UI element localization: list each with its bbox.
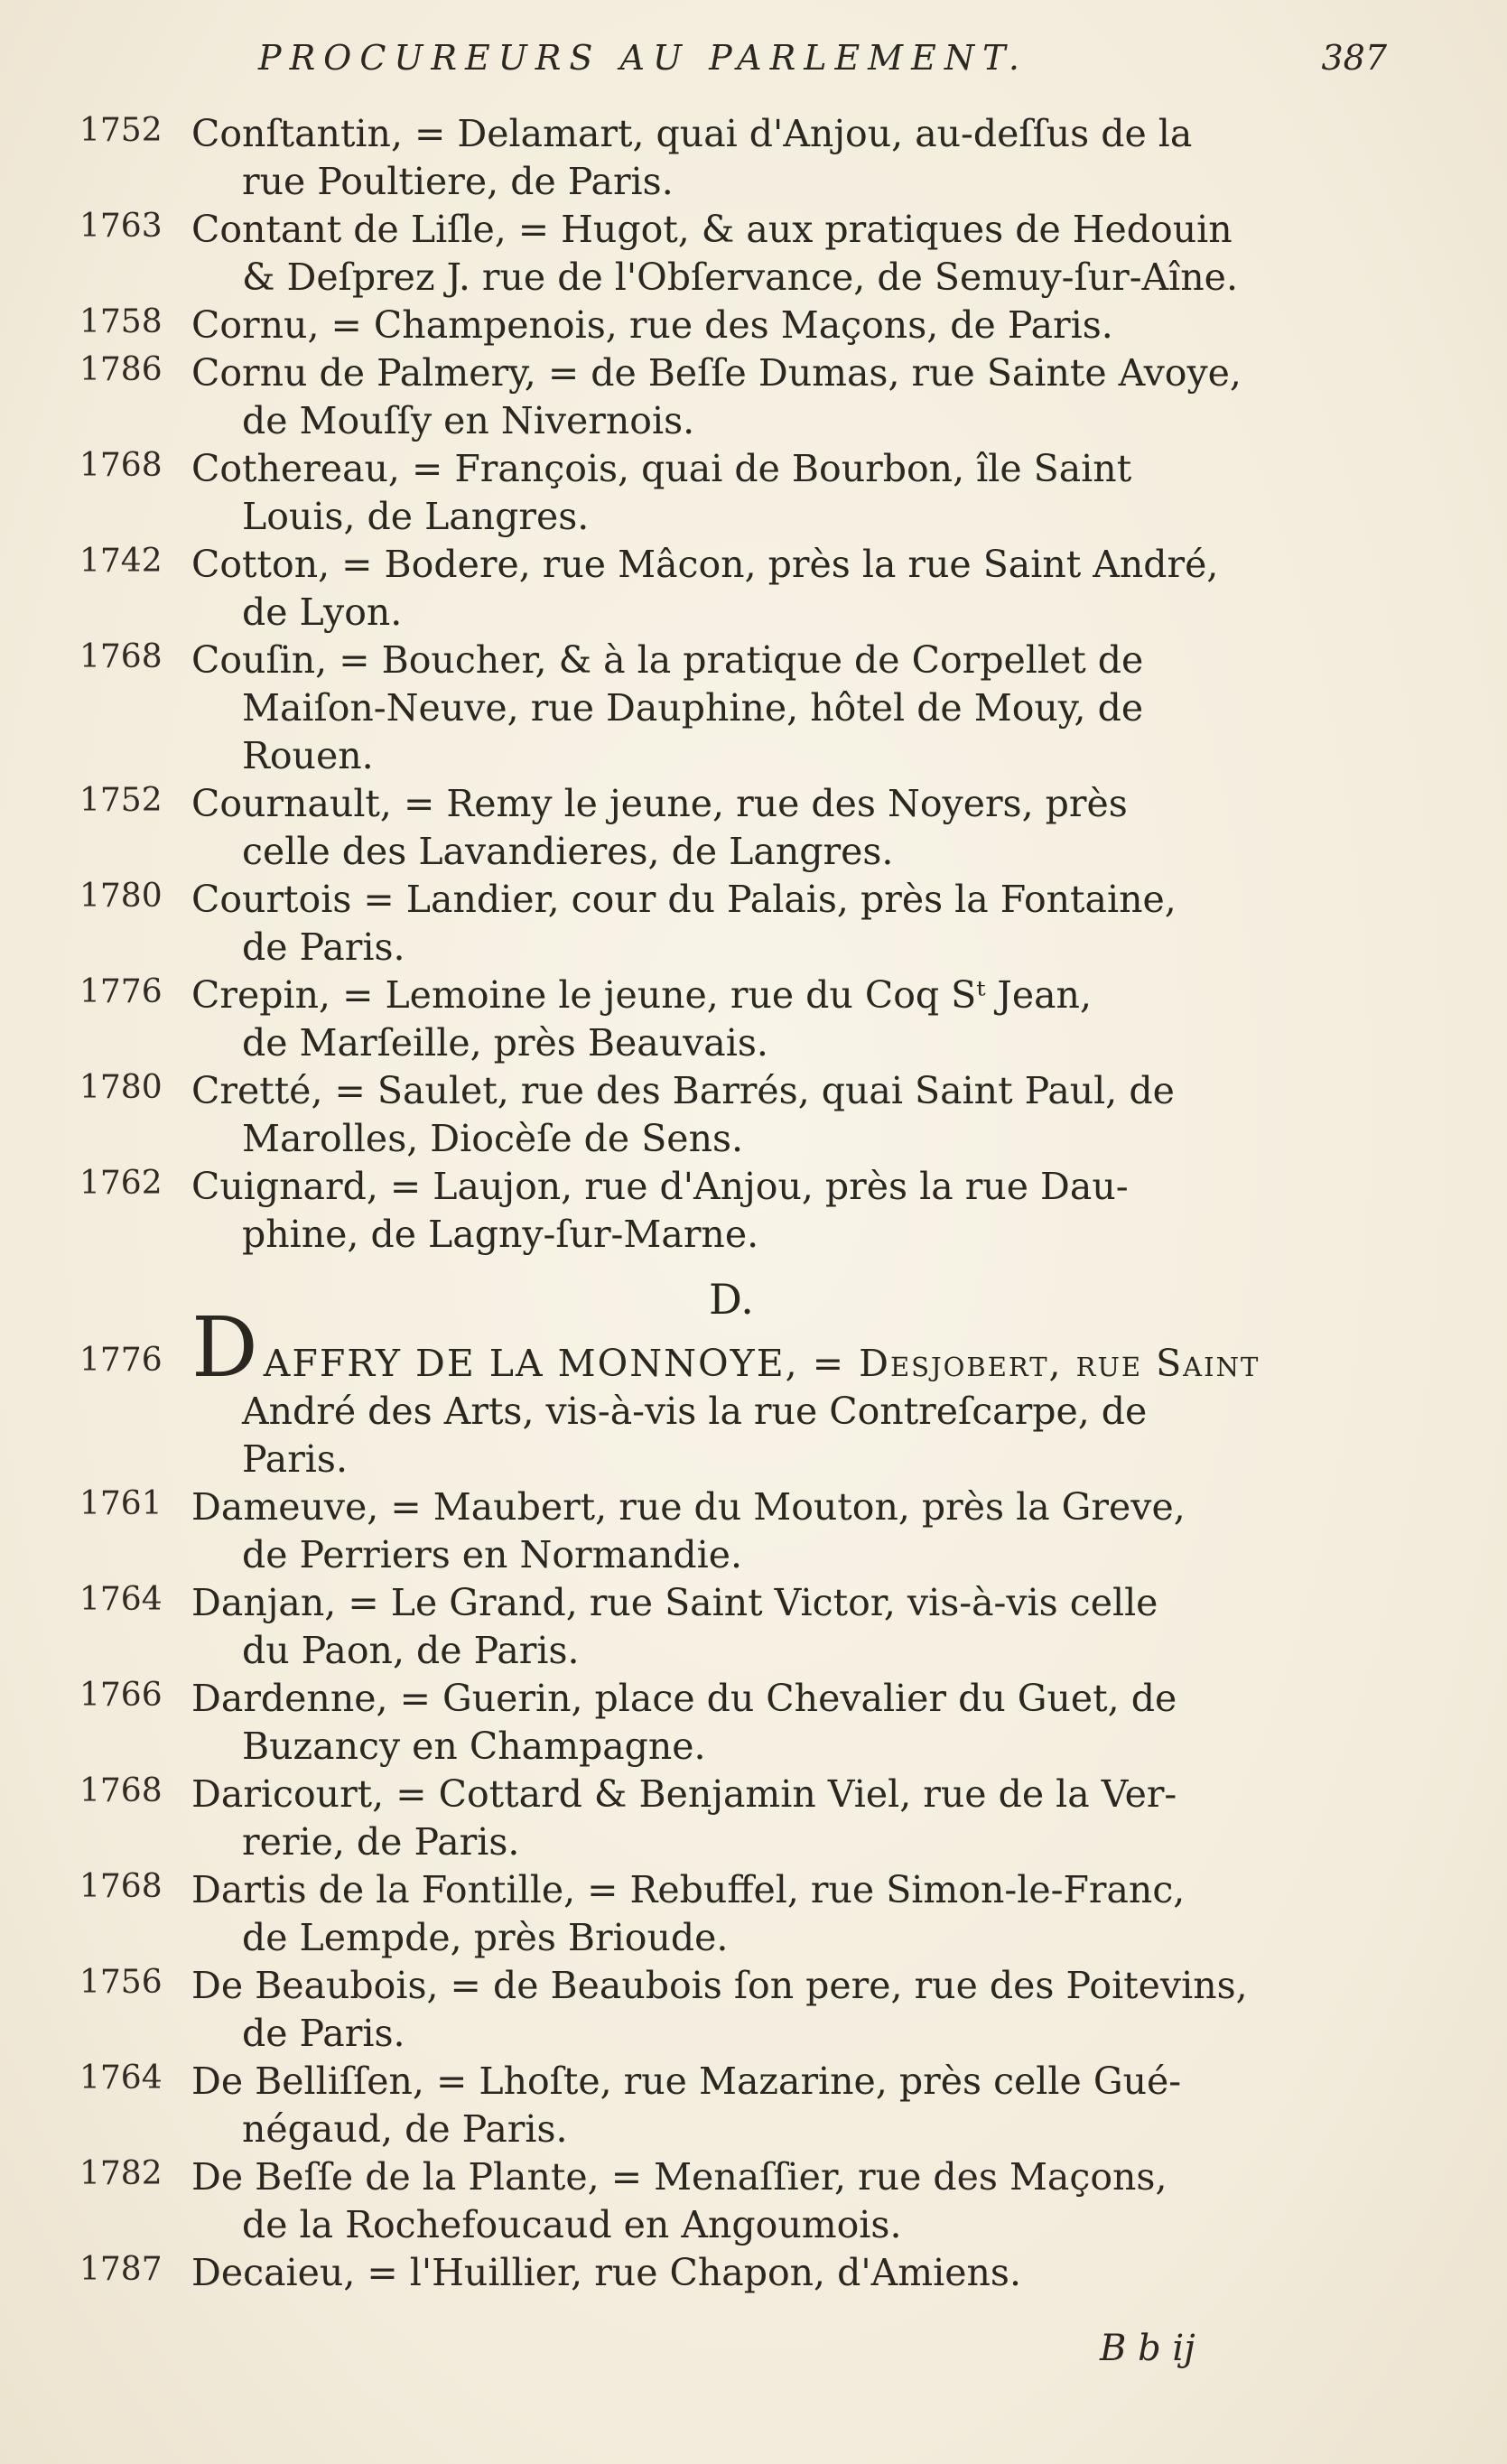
entry-line: Dartis de la Fontille, = Rebuffel, rue Simon-le-Franc, <box>191 1868 1186 1911</box>
entry-line: de Perriers en Normandie. <box>242 1533 743 1576</box>
entry-line: De Belliſſen, = Lhoſte, rue Mazarine, près celle Gué- <box>191 2060 1182 2103</box>
entry-year: 1776 <box>79 973 163 1010</box>
list-item <box>0 1962 1507 2058</box>
entry-year: 1761 <box>79 1485 163 1522</box>
entry-line: Danjan, = Le Grand, rue Saint Victor, vis-à-vis celle <box>191 1581 1158 1624</box>
entry-line: Cuignard, = Laujon, rue d'Anjou, près la rue Dau- <box>191 1165 1129 1208</box>
entry-line: Daricourt, = Cottard & Benjamin Viel, rue de la Ver- <box>191 1772 1177 1816</box>
entry-line: rerie, de Paris. <box>242 1820 520 1864</box>
entry-line: De Beaubois, = de Beaubois ſon pere, rue des Poitevins, <box>191 1964 1248 2007</box>
entry-line: André des Arts, vis-à-vis la rue Contreſcarpe, de <box>242 1390 1148 1433</box>
entry-line: Cretté, = Saulet, rue des Barrés, quai Saint Paul, de <box>191 1069 1175 1112</box>
running-head: PROCUREURS AU PARLEMENT. <box>258 38 1028 78</box>
list-item <box>0 1866 1507 1962</box>
list-item <box>0 110 1507 206</box>
list-item <box>0 541 1507 637</box>
entry-line: Couſin, = Boucher, & à la pratique de Corpellet de <box>191 638 1144 682</box>
entries-c-group <box>0 110 1507 1259</box>
entry-year: 1764 <box>79 1581 163 1618</box>
entry-year: 1786 <box>79 351 163 388</box>
entry-line: de la Rochefoucaud en Angoumois. <box>242 2203 902 2246</box>
entry-line: rue Poultiere, de Paris. <box>242 160 674 203</box>
entry-year: 1782 <box>79 2155 163 2192</box>
entry-line: Courtois = Landier, cour du Palais, près la Fontaine, <box>191 878 1177 921</box>
list-item <box>0 1299 1507 1483</box>
entry-year: 1780 <box>79 1069 163 1106</box>
list-item <box>0 637 1507 780</box>
list-item <box>0 780 1507 876</box>
entries-list <box>0 110 1507 2297</box>
list-item <box>0 445 1507 541</box>
list-item <box>0 1163 1507 1259</box>
list-item <box>0 2249 1507 2297</box>
page-number: 387 <box>1321 38 1387 78</box>
entry-year: 1768 <box>79 638 163 675</box>
entry-year: 1776 <box>79 1342 163 1379</box>
entry-line: Dardenne, = Guerin, place du Chevalier du Guet, de <box>191 1677 1177 1720</box>
page-header <box>258 38 1387 92</box>
entry-year: 1787 <box>79 2251 163 2288</box>
signature-mark: B b ij <box>1100 2328 1195 2369</box>
entry-year: 1768 <box>79 1868 163 1905</box>
entry-line: Rouen. <box>242 734 374 777</box>
list-item <box>0 1771 1507 1866</box>
entry-text: AFFRY DE LA MONNOYE, = Deſjobert, rue Saint <box>263 1342 1260 1385</box>
drop-cap: D <box>191 1299 258 1396</box>
entry-line: Buzancy en Champagne. <box>242 1725 706 1768</box>
entry-line: celle des Lavandieres, de Langres. <box>242 830 894 873</box>
entries-d-group <box>0 1299 1507 2297</box>
entry-line: & Deſprez J. rue de l'Obſervance, de Semuy-ſur-Aîne. <box>242 256 1238 299</box>
entry-year: 1766 <box>79 1677 163 1714</box>
entry-year: 1768 <box>79 447 163 484</box>
entry-year: 1763 <box>79 208 163 245</box>
entry-line: de Paris. <box>242 2012 405 2055</box>
entry-line <box>0 1299 1507 1396</box>
entry-line: de Lyon. <box>242 590 403 634</box>
list-item <box>0 2153 1507 2249</box>
list-item <box>0 206 1507 302</box>
entry-year: 1752 <box>79 782 163 819</box>
entry-line: de Marſeille, près Beauvais. <box>242 1021 768 1065</box>
entry-line: Cournault, = Remy le jeune, rue des Noyers, près <box>191 782 1128 825</box>
list-item <box>0 2058 1507 2153</box>
entry-line: Crepin, = Lemoine le jeune, rue du Coq Sᵗ Jean, <box>191 973 1092 1017</box>
list-item <box>0 972 1507 1067</box>
entry-year: 1762 <box>79 1165 163 1202</box>
entry-line: Maiſon-Neuve, rue Dauphine, hôtel de Mouy, de <box>242 686 1144 730</box>
entry-year: 1768 <box>79 1772 163 1809</box>
list-item <box>0 302 1507 349</box>
entry-line: Marolles, Diocèſe de Sens. <box>242 1117 744 1160</box>
entry-line: de Lempde, près Brioude. <box>242 1916 729 1959</box>
entry-line: Cornu de Palmery, = de Beſſe Dumas, rue Sainte Avoye, <box>191 351 1242 395</box>
entry-line: de Mouſſy en Nivernois. <box>242 399 695 442</box>
list-item <box>0 1483 1507 1579</box>
entry-year: 1780 <box>79 878 163 915</box>
entry-line: Decaieu, = l'Huillier, rue Chapon, d'Amiens. <box>191 2251 1021 2294</box>
entry-year: 1752 <box>79 112 163 149</box>
list-item <box>0 876 1507 972</box>
entry-line: Louis, de Langres. <box>242 495 590 538</box>
entry-line: Paris. <box>242 1437 348 1481</box>
section-letter: D. <box>709 1275 754 1324</box>
entry-year: 1764 <box>79 2060 163 2097</box>
entry-line: Dameuve, = Maubert, rue du Mouton, près la Greve, <box>191 1485 1186 1529</box>
entry-line: du Paon, de Paris. <box>242 1629 580 1672</box>
entry-year: 1742 <box>79 543 163 580</box>
entry-line: de Paris. <box>242 925 405 969</box>
entry-line: De Beſſe de la Plante, = Menaſſier, rue des Maçons, <box>191 2155 1167 2199</box>
list-item <box>0 1579 1507 1675</box>
entry-line: Contant de Liſle, = Hugot, & aux pratiques de Hedouin <box>191 208 1233 251</box>
entry-line: Cothereau, = François, quai de Bourbon, île Saint <box>191 447 1132 490</box>
list-item <box>0 1675 1507 1771</box>
list-item <box>0 349 1507 445</box>
entry-line: négaud, de Paris. <box>242 2107 568 2151</box>
entry-year: 1758 <box>79 303 163 340</box>
entry-line: Conſtantin, = Delamart, quai d'Anjou, au-deſſus de la <box>191 112 1193 155</box>
entry-line: phine, de Lagny-ſur-Marne. <box>242 1213 759 1256</box>
entry-line: Cornu, = Champenois, rue des Maçons, de Paris. <box>191 303 1113 347</box>
entry-line: Cotton, = Bodere, rue Mâcon, près la rue Saint André, <box>191 543 1219 586</box>
entry-year: 1756 <box>79 1964 163 2001</box>
list-item <box>0 1067 1507 1163</box>
